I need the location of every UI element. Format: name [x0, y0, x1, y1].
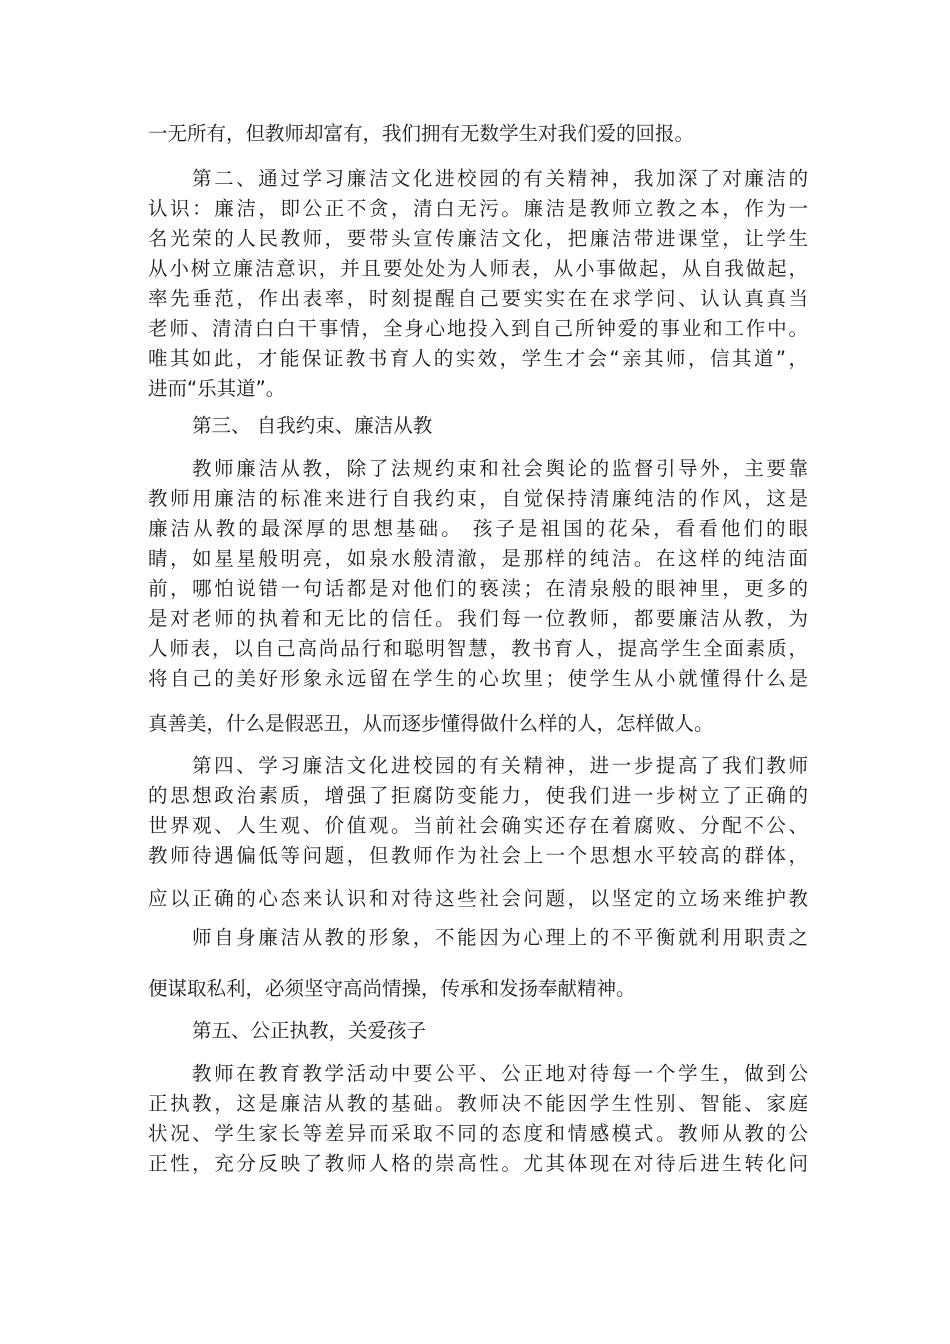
text-line: 第二、通过学习廉洁文化进校园的有关精神，我加深了对廉洁的	[192, 167, 808, 190]
text-line: 从小树立廉洁意识，并且要处处为人师表，从小事做起，从自我做起，	[148, 257, 808, 280]
text-line: 名光荣的人民教师，要带头宣传廉洁文化，把廉洁带进课堂，让学生	[148, 227, 808, 250]
text-line: 正性，充分反映了教师人格的崇高性。尤其体现在对待后进生转化问	[148, 1152, 808, 1175]
text-line: 一无所有，但教师却富有，我们拥有无数学生对我们爱的回报。	[148, 122, 695, 145]
text-line: 是对老师的执着和无比的信任。我们每一位教师，都要廉洁从教，为	[148, 607, 808, 630]
text-line: 教师用廉洁的标准来进行自我约束，自觉保持清廉纯洁的作风，这是	[148, 487, 808, 510]
text-line: 应以正确的心态来认识和对待这些社会问题，以坚定的立场来维护教	[148, 887, 808, 910]
section-heading: 第五、公正执教，关爱孩子	[192, 1019, 427, 1042]
text-line: 的思想政治素质，增强了拒腐防变能力，使我们进一步树立了正确的	[148, 784, 808, 807]
text-line: 状况、学生家长等差异而采取不同的态度和情感模式。教师从教的公	[148, 1122, 808, 1145]
text-line: 将自己的美好形象永远留在学生的心坎里；使学生从小就懂得什么是	[148, 667, 808, 690]
text-line: 廉洁从教的最深厚的思想基础。 孩子是祖国的花朵，看看他们的眼	[148, 517, 808, 540]
text-line: 世界观、人生观、价值观。当前社会确实还存在着腐败、分配不公、	[148, 814, 808, 837]
text-line: 率先垂范，作出表率，时刻提醒自己要实实在在求学问、认认真真当	[148, 287, 808, 310]
text-line: 真善美，什么是假恶丑，从而逐步懂得做什么样的人，怎样做人。	[148, 712, 714, 735]
text-line: 前，哪怕说错一句话都是对他们的亵渎；在清泉般的眼神里，更多的	[148, 577, 808, 600]
text-line: 第四、学习廉洁文化进校园的有关精神，进一步提高了我们教师	[192, 754, 808, 777]
text-line: 便谋取私利，必须坚守高尚情操，传承和发扬奉献精神。	[148, 977, 636, 1000]
section-heading: 第三、 自我约束、廉洁从教	[192, 414, 433, 437]
text-line: 正执教，这是廉洁从教的基础。教师决不能因学生性别、智能、家庭	[148, 1092, 808, 1115]
text-line: 唯其如此，才能保证教书育人的实效，学生才会“亲其师，信其道”，	[148, 347, 808, 370]
text-line: 师自身廉洁从教的形象，不能因为心理上的不平衡就利用职责之	[192, 926, 808, 949]
text-line: 教师待遇偏低等问题，但教师作为社会上一个思想水平较高的群体，	[148, 844, 808, 867]
text-line: 教师在教育教学活动中要公平、公正地对待每一个学生，做到公	[192, 1062, 808, 1085]
text-line: 老师、清清白白干事情，全身心地投入到自己所钟爱的事业和工作中。	[148, 317, 808, 340]
text-line: 人师表，以自己高尚品行和聪明智慧，教书育人，提高学生全面素质，	[148, 637, 808, 660]
text-line: 进而“乐其道”。	[148, 377, 286, 400]
text-line: 认识：廉洁，即公正不贪，清白无污。廉洁是教师立教之本，作为一	[148, 197, 808, 220]
text-line: 睛，如星星般明亮，如泉水般清澈，是那样的纯洁。在这样的纯洁面	[148, 547, 808, 570]
text-line: 教师廉洁从教，除了法规约束和社会舆论的监督引导外，主要靠	[192, 457, 808, 480]
